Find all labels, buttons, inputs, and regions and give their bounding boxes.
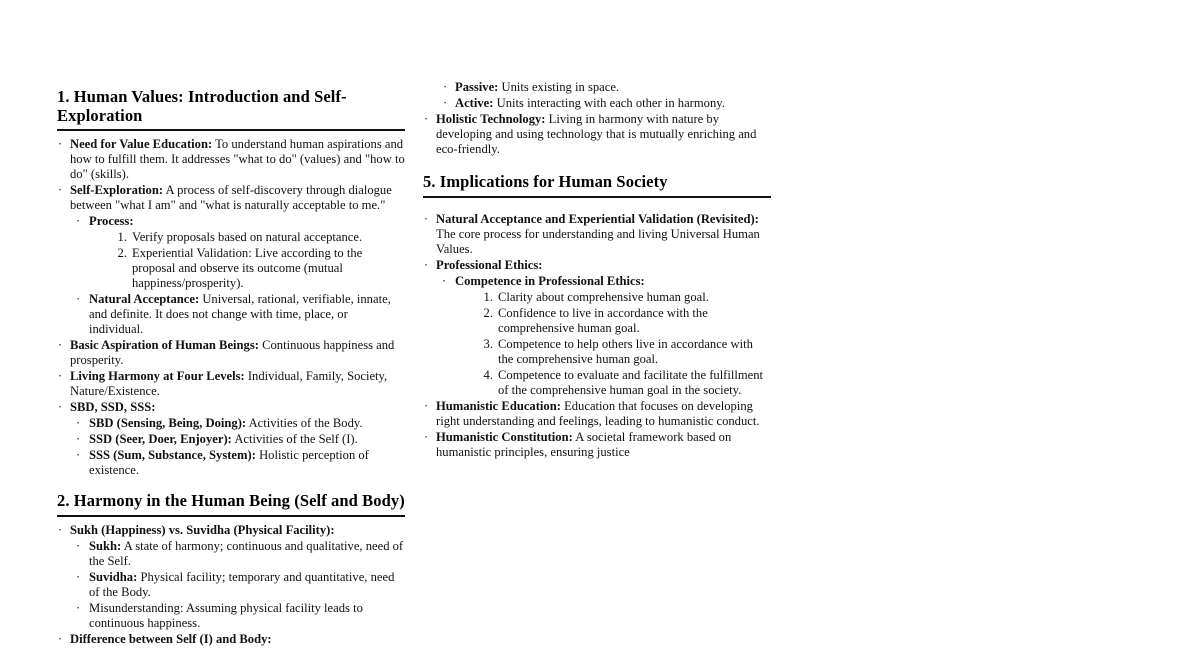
list-item <box>57 400 405 478</box>
continued-bullet-list <box>423 80 771 157</box>
list-item-text: Units existing in space. <box>501 80 620 94</box>
bullet-icon: · <box>76 569 81 584</box>
list-item-text: Education that focuses on developing right understanding and feelings, leading to humanistic conduct. <box>436 398 760 428</box>
bullet-list-level-1 <box>57 523 405 647</box>
list-item-term: Professional Ethics: <box>436 257 543 272</box>
list-item-term: SBD, SSD, SSS: <box>70 400 156 414</box>
numbered-item-text: Experiential Validation: Live according to the proposal and observe its outcome (mutual happiness/prosperity). <box>132 246 363 290</box>
bullet-icon: · <box>76 432 81 446</box>
list-item-text: Universal, rational, verifiable, innate, and definite. It does not change with time, place, or individual. <box>89 292 391 336</box>
list-item <box>423 212 771 257</box>
list-item <box>75 539 405 569</box>
bullet-icon: · <box>58 400 63 414</box>
list-number: 4. <box>483 367 493 382</box>
numbered-list-item <box>477 368 771 398</box>
list-item <box>442 96 771 111</box>
list-item <box>57 632 405 647</box>
bullet-list-level-2 <box>70 214 405 337</box>
numbered-item-text: Verify proposals based on natural acceptance. <box>132 230 363 244</box>
section-rule <box>57 129 405 131</box>
numbered-item-text: Competence to help others live in accordance with the comprehensive human goal. <box>498 336 753 366</box>
document-section <box>57 492 405 647</box>
list-item-term: Active: <box>455 96 494 110</box>
list-item-term: Passive: <box>455 80 499 94</box>
section-rule <box>57 515 405 517</box>
list-item-term: Natural Acceptance: <box>89 292 200 306</box>
numbered-list-item <box>477 306 771 336</box>
bullet-icon: · <box>442 273 447 288</box>
bullet-icon: · <box>58 631 63 646</box>
bullet-icon: · <box>58 522 63 537</box>
bullet-icon: · <box>443 80 448 94</box>
list-item <box>57 369 405 399</box>
list-item-text: Misunderstanding: Assuming physical facility leads to continuous happiness. <box>89 600 363 630</box>
list-item-term: Humanistic Constitution: <box>436 429 573 444</box>
list-item <box>75 570 405 600</box>
right-column-content <box>423 80 771 460</box>
list-item-term: Difference between Self (I) and Body: <box>70 631 272 646</box>
list-item-text: Individual, Family, Society, Nature/Existence. <box>70 369 388 398</box>
list-number: 2. <box>483 305 493 320</box>
bullet-icon: · <box>443 96 448 110</box>
list-item-term: Basic Aspiration of Human Beings: <box>70 338 259 352</box>
bullet-icon: · <box>76 448 81 462</box>
list-item-text: To understand human aspirations and how to fulfill them. It addresses "what to do" (values) and "how to do" (skills). <box>70 137 405 181</box>
numbered-list-item <box>477 290 771 305</box>
list-item-text: Physical facility; temporary and quantitative, need of the Body. <box>89 569 395 599</box>
list-item-term: Suvidha: <box>89 569 138 584</box>
list-item-term: SBD (Sensing, Being, Doing): <box>89 416 247 430</box>
right-column <box>423 80 771 462</box>
numbered-item-text: Competence to evaluate and facilitate the fulfillment of the comprehensive human goal in the society. <box>498 367 764 397</box>
list-item-term: SSD (Seer, Doer, Enjoyer): <box>89 432 232 446</box>
numbered-item-text: Confidence to live in accordance with the comprehensive human goal. <box>498 305 708 335</box>
bullet-list-level-2 <box>436 274 771 398</box>
list-number: 1. <box>483 289 493 304</box>
list-item <box>75 601 405 631</box>
bullet-icon: · <box>76 600 81 615</box>
document-section <box>423 173 771 460</box>
bullet-icon: · <box>58 338 63 352</box>
list-item <box>75 214 405 291</box>
list-item <box>423 430 771 460</box>
bullet-icon: · <box>424 257 429 272</box>
numbered-list <box>111 230 405 291</box>
bullet-icon: · <box>424 398 429 413</box>
list-item-text: Activities of the Body. <box>248 416 363 430</box>
list-item-term: Living Harmony at Four Levels: <box>70 369 245 383</box>
list-item-text: Continuous happiness and prosperity. <box>70 338 395 367</box>
list-item-text: Living in harmony with nature by developing and using technology that is mutually enriching and eco-friendly. <box>436 112 757 156</box>
list-item <box>442 80 771 95</box>
list-item-term: Sukh: <box>89 538 122 553</box>
bullet-icon: · <box>424 211 429 226</box>
list-item <box>75 416 405 431</box>
list-item-text: Activities of the Self (I). <box>234 432 358 446</box>
numbered-list-item <box>111 230 405 245</box>
bullet-icon: · <box>76 416 81 430</box>
bullet-icon: · <box>424 112 429 126</box>
bullet-list-level-2 <box>70 539 405 631</box>
list-item-term: Holistic Technology: <box>436 112 546 126</box>
list-item <box>57 338 405 368</box>
list-item <box>75 432 405 447</box>
list-item-term: Sukh (Happiness) vs. Suvidha (Physical Facility): <box>70 522 335 537</box>
list-item <box>441 274 771 398</box>
list-number: 2. <box>117 246 127 260</box>
numbered-list <box>477 290 771 398</box>
bullet-list-level-1 <box>57 137 405 478</box>
bullet-list-level-2 <box>70 416 405 478</box>
section-rule <box>423 196 771 198</box>
numbered-item-text: Clarity about comprehensive human goal. <box>498 289 709 304</box>
list-item <box>423 258 771 398</box>
section-heading: 5. Implications for Human Society <box>423 172 668 191</box>
list-item-term: Process: <box>89 214 134 228</box>
list-item <box>75 448 405 478</box>
list-item <box>423 112 771 157</box>
bullet-icon: · <box>76 292 81 306</box>
list-item-term: Need for Value Education: <box>70 137 213 151</box>
list-number: 3. <box>483 336 493 351</box>
list-item <box>57 523 405 631</box>
left-column-content <box>57 88 405 647</box>
bullet-icon: · <box>58 183 63 197</box>
list-item-term: Competence in Professional Ethics: <box>455 273 645 288</box>
list-item-term: SSS (Sum, Substance, System): <box>89 448 256 462</box>
document-section <box>57 88 405 478</box>
list-item-text: Holistic perception of existence. <box>89 448 369 477</box>
list-item-text: A state of harmony; continuous and qualitative, need of the Self. <box>89 538 404 568</box>
list-item-term: Self-Exploration: <box>70 183 164 197</box>
section-heading: 2. Harmony in the Human Being (Self and Body) <box>57 491 405 510</box>
numbered-list-item <box>111 246 405 291</box>
list-item <box>75 292 405 337</box>
list-item <box>423 399 771 429</box>
list-item-text: The core process for understanding and living Universal Human Values. <box>436 226 760 256</box>
list-item <box>57 183 405 337</box>
left-column <box>57 88 405 649</box>
bullet-icon: · <box>58 369 63 383</box>
bullet-icon: · <box>424 429 429 444</box>
numbered-list-item <box>477 337 771 367</box>
list-item-text: Units interacting with each other in harmony. <box>496 96 725 110</box>
list-item-text: A process of self-discovery through dialogue between "what I am" and "what is naturally acceptable to me." <box>70 183 392 212</box>
list-item-text: A societal framework based on humanistic principles, ensuring justice <box>436 429 732 459</box>
list-number: 1. <box>117 230 127 244</box>
bullet-icon: · <box>58 137 63 151</box>
bullet-icon: · <box>76 214 81 228</box>
section-heading: 1. Human Values: Introduction and Self-Exploration <box>57 87 347 125</box>
bullet-list-level-1 <box>423 212 771 460</box>
bullet-icon: · <box>76 538 81 553</box>
list-item-term: Humanistic Education: <box>436 398 561 413</box>
list-item <box>57 137 405 182</box>
list-item-term: Natural Acceptance and Experiential Validation (Revisited): <box>436 211 759 226</box>
